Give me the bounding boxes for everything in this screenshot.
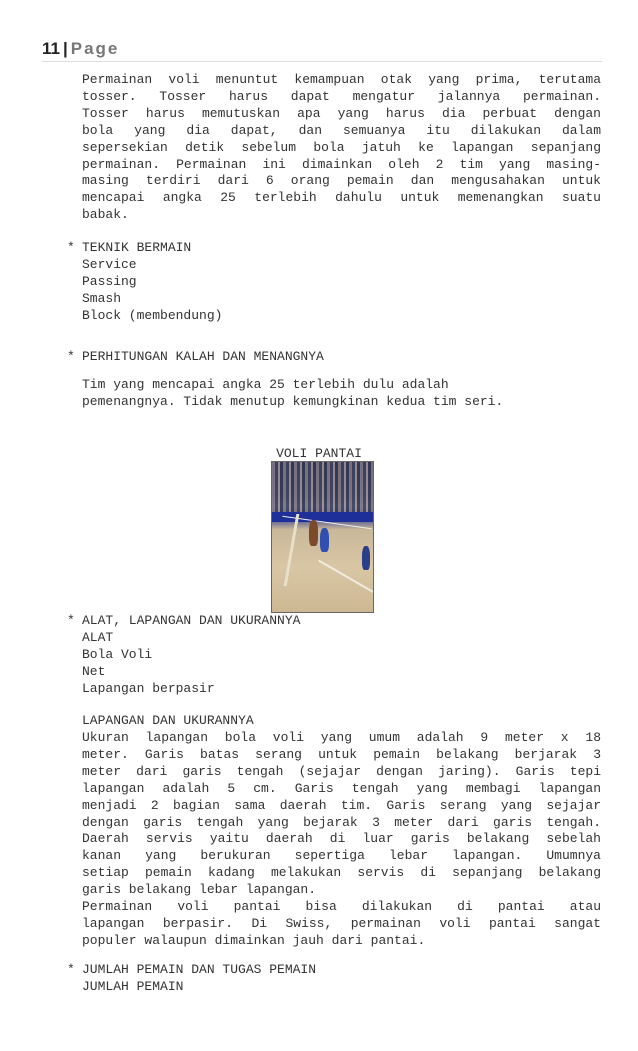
text-line: pemenangnya. Tidak menutup kemungkinan kedua tim seri. xyxy=(82,393,504,409)
teknik-item: Service xyxy=(82,256,137,272)
teknik-section xyxy=(82,240,601,325)
bullet-marker: * xyxy=(67,613,75,628)
teknik-heading: TEKNIK BERMAIN xyxy=(82,240,192,255)
text-line: masing terdiri dari 6 orang pemain dan mengusahakan untuk xyxy=(82,173,601,189)
photo-player xyxy=(320,528,329,552)
text-line: meter dari garis tengah (sejajar dengan jaring). Garis tepi xyxy=(82,763,601,779)
beach-volleyball-photo xyxy=(271,461,374,613)
text-line: permainan. Permainan ini dimainkan oleh 2 tim yang masing- xyxy=(82,156,601,172)
text-line: mencapai angka 25 terlebih dahulu untuk memenangkan suatu xyxy=(82,190,601,206)
figure-caption: VOLI PANTAI xyxy=(276,446,362,461)
text-line: Ukuran lapangan bola voli yang umum adalah 9 meter x 18 xyxy=(82,730,601,745)
bullet-marker: * xyxy=(67,962,75,977)
text-line: tosser. Tosser harus dapat mengatur jalannya permainan. xyxy=(82,88,601,104)
lapangan-paragraph xyxy=(82,730,601,950)
photo-player xyxy=(309,520,318,546)
intro-paragraph xyxy=(82,72,601,224)
page-header xyxy=(42,39,602,62)
text-line: populer walaupun dimainkan jauh dari pantai. xyxy=(82,932,426,948)
alat-section xyxy=(82,613,601,698)
bullet-marker: * xyxy=(67,240,75,255)
text-line: Tosser harus memutuskan apa yang harus dia perbuat dengan xyxy=(82,105,601,121)
text-line: lapangan adalah 5 cm. Garis tengah yang membagi lapangan xyxy=(82,780,601,796)
jumlah-section xyxy=(82,962,601,996)
text-line: Tim yang mencapai angka 25 terlebih dulu adalah xyxy=(82,377,449,392)
teknik-item: Smash xyxy=(82,290,122,306)
text-line: menjadi 2 bagian sama daerah tim. Garis serang yang sejajar xyxy=(82,797,601,813)
lapangan-heading: LAPANGAN DAN UKURANNYA xyxy=(82,713,254,728)
alat-item: Lapangan berpasir xyxy=(82,680,215,696)
text-line: sepersekian detik sebelum bola jatuh ke lapangan sepanjang xyxy=(82,139,601,155)
photo-player xyxy=(362,546,370,570)
alat-item: Bola Voli xyxy=(82,646,153,662)
text-line: setiap pemain kadang melakukan servis di sepanjang belakang xyxy=(82,865,601,881)
photo-crowd xyxy=(272,462,373,512)
text-line: bola yang dia dapat, dan semuanya itu dilakukan dalam xyxy=(82,122,601,138)
photo-net-post xyxy=(284,514,300,586)
alat-heading: ALAT, LAPANGAN DAN UKURANNYA xyxy=(82,613,301,628)
header-separator: | xyxy=(62,39,68,58)
text-line: meter. Garis batas serang untuk pemain belakang berjarak 3 xyxy=(82,746,601,762)
text-line: kanan yang berukuran sepertiga lebar lapangan. Umumnya xyxy=(82,848,601,864)
text-line: Permainan voli pantai bisa dilakukan di pantai atau xyxy=(82,899,601,915)
teknik-item: Passing xyxy=(82,273,137,289)
text-line: babak. xyxy=(82,207,129,223)
jumlah-subheading: JUMLAH PEMAIN xyxy=(82,978,184,994)
alat-item: Net xyxy=(82,663,106,679)
teknik-item: Block (membendung) xyxy=(82,307,223,323)
page-number: 11 xyxy=(42,39,60,58)
jumlah-heading: JUMLAH PEMAIN DAN TUGAS PEMAIN xyxy=(82,962,317,977)
text-line: garis belakang lebar lapangan. xyxy=(82,882,317,898)
text-line: Daerah servis yaitu daerah di luar garis belakang sebelah xyxy=(82,831,601,847)
text-line: dengan garis tengah yang bejarak 3 meter dari garis tengah. xyxy=(82,814,601,830)
alat-item: ALAT xyxy=(82,629,114,645)
perhitungan-text xyxy=(82,377,601,411)
bullet-marker: * xyxy=(67,349,75,364)
text-line: lapangan berpasir. Di Swiss, permainan voli pantai sangat xyxy=(82,915,601,931)
text-line: Permainan voli menuntut kemampuan otak yang prima, terutama xyxy=(82,72,601,87)
page-label: Page xyxy=(70,39,120,58)
perhitungan-heading: PERHITUNGAN KALAH DAN MENANGNYA xyxy=(82,349,324,364)
